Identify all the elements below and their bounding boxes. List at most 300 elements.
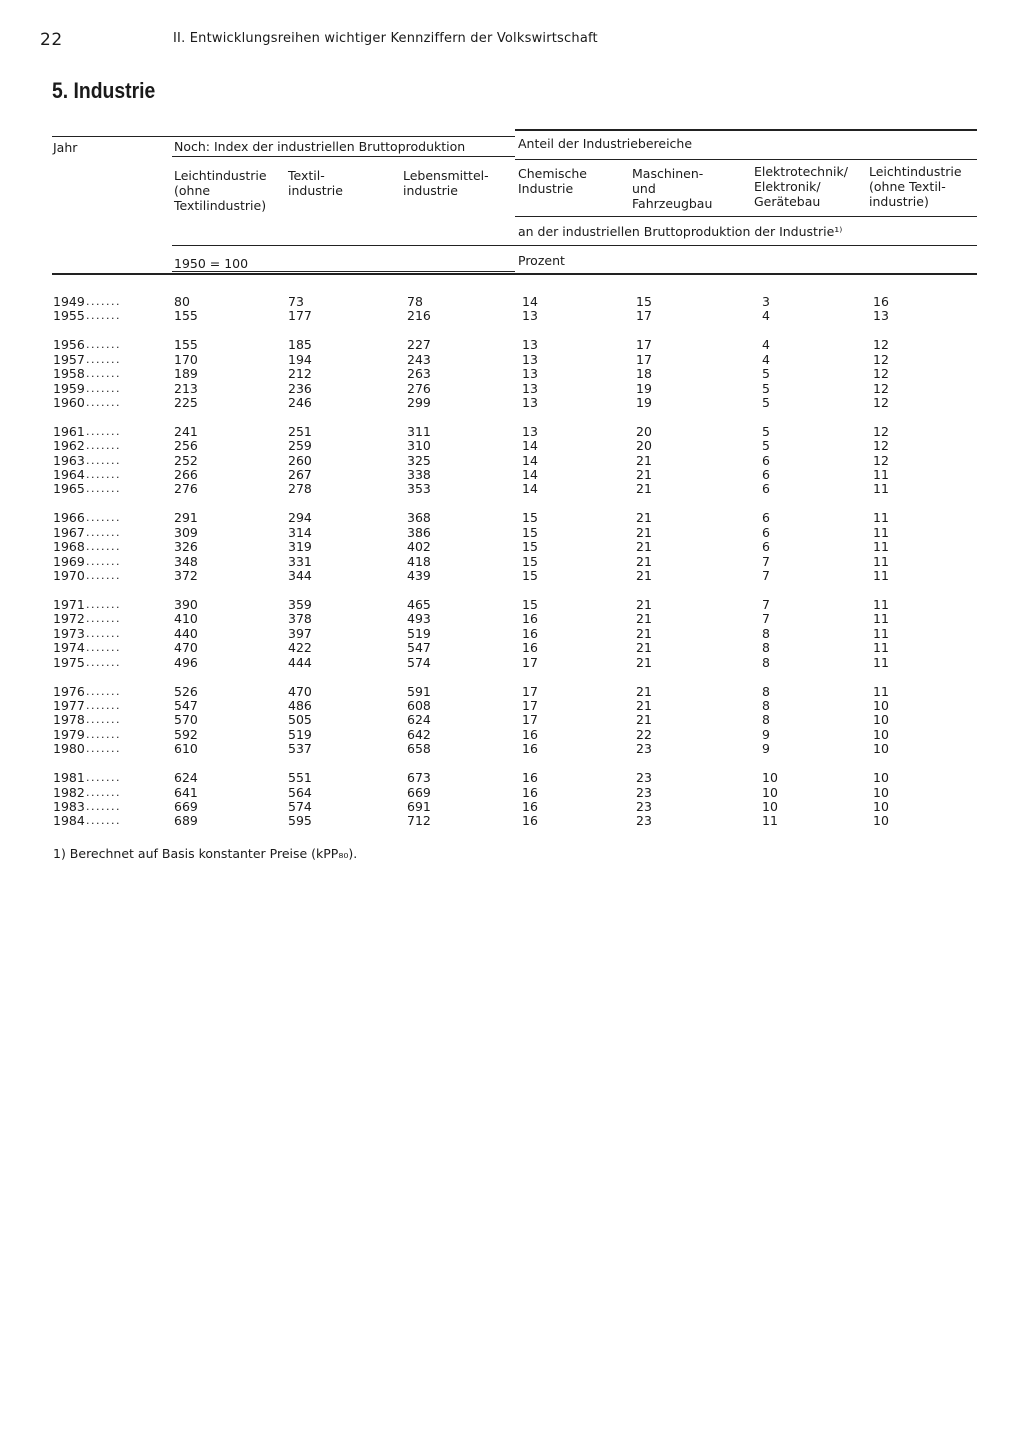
table-row: [0, 511, 1024, 525]
cell-leichtindustrie-index: 547: [174, 697, 198, 713]
cell-textilindustrie-index: 486: [288, 697, 312, 713]
rule-index-group: [172, 156, 515, 157]
cell-leichtindustrie-share: 10: [873, 741, 889, 757]
cell-textilindustrie-index: 470: [288, 683, 312, 699]
cell-chemische-industrie-share: 17: [522, 683, 538, 699]
cell-textilindustrie-index: 397: [288, 625, 312, 641]
table-row: [0, 396, 1024, 410]
rule-share-subtitle: [515, 216, 977, 217]
cell-leichtindustrie-share: 11: [873, 510, 889, 526]
cell-leichtindustrie-share: 10: [873, 798, 889, 814]
cell-chemische-industrie-share: 13: [522, 308, 538, 324]
cell-textilindustrie-index: 359: [288, 597, 312, 613]
cell-lebensmittelindustrie-index: 299: [407, 394, 431, 410]
cell-year: 1980: [53, 741, 85, 757]
cell-chemische-industrie-share: 16: [522, 813, 538, 829]
cell-year: 1949: [53, 294, 85, 309]
rule-header-bottom: [52, 273, 977, 275]
page-number: 22: [40, 30, 63, 50]
leader-dots: .......: [86, 352, 121, 366]
leader-dots: .......: [86, 424, 121, 438]
cell-leichtindustrie-index: 470: [174, 640, 198, 656]
cell-textilindustrie-index: 260: [288, 452, 312, 468]
cell-textilindustrie-index: 537: [288, 741, 312, 757]
cell-year: 1978: [53, 712, 85, 728]
leader-dots: .......: [86, 453, 121, 467]
leader-dots: .......: [86, 799, 121, 813]
table-row: [0, 309, 1024, 323]
cell-maschinenbau-share: 17: [636, 308, 652, 324]
cell-maschinenbau-share: 20: [636, 438, 652, 454]
leader-dots: .......: [86, 554, 121, 568]
cell-elektrotechnik-share: 9: [762, 741, 770, 757]
cell-year: 1960: [53, 394, 85, 410]
table-row: [0, 468, 1024, 482]
leader-dots: .......: [86, 598, 121, 612]
cell-chemische-industrie-share: 17: [522, 654, 538, 670]
cell-textilindustrie-index: 444: [288, 654, 312, 670]
cell-textilindustrie-index: 278: [288, 481, 312, 497]
cell-elektrotechnik-share: 4: [762, 351, 770, 367]
cell-chemische-industrie-share: 16: [522, 784, 538, 800]
table-row: [0, 598, 1024, 612]
cell-elektrotechnik-share: 4: [762, 337, 770, 353]
table-row: [0, 728, 1024, 742]
table-row: [0, 382, 1024, 396]
table-body: [0, 295, 1024, 843]
cell-leichtindustrie-share: 12: [873, 394, 889, 410]
table-row: [0, 425, 1024, 439]
cell-leichtindustrie-share: 12: [873, 366, 889, 382]
cell-elektrotechnik-share: 6: [762, 510, 770, 526]
cell-maschinenbau-share: 22: [636, 726, 652, 742]
cell-chemische-industrie-share: 16: [522, 726, 538, 742]
cell-leichtindustrie-share: 12: [873, 351, 889, 367]
cell-chemische-industrie-share: 16: [522, 640, 538, 656]
table-row: [0, 338, 1024, 352]
cell-chemische-industrie-share: 16: [522, 798, 538, 814]
leader-dots: .......: [86, 655, 121, 669]
cell-elektrotechnik-share: 7: [762, 568, 770, 584]
cell-lebensmittelindustrie-index: 465: [407, 597, 431, 613]
leader-dots: .......: [86, 525, 121, 539]
table-row: [0, 699, 1024, 713]
cell-textilindustrie-index: 422: [288, 640, 312, 656]
cell-chemische-industrie-share: 15: [522, 597, 538, 613]
cell-lebensmittelindustrie-index: 574: [407, 654, 431, 670]
cell-lebensmittelindustrie-index: 311: [407, 423, 431, 439]
cell-chemische-industrie-share: 15: [522, 510, 538, 526]
cell-lebensmittelindustrie-index: 263: [407, 366, 431, 382]
header-col-elektrotechnik: Elektrotechnik/ Elektronik/ Gerätebau: [754, 164, 848, 209]
cell-elektrotechnik-share: 7: [762, 597, 770, 613]
cell-maschinenbau-share: 21: [636, 568, 652, 584]
header-share-group: Anteil der Industriebereiche: [518, 136, 693, 151]
cell-maschinenbau-share: 17: [636, 337, 652, 353]
cell-textilindustrie-index: 236: [288, 380, 312, 396]
cell-textilindustrie-index: 519: [288, 726, 312, 742]
cell-chemische-industrie-share: 15: [522, 539, 538, 555]
cell-textilindustrie-index: 246: [288, 394, 312, 410]
cell-leichtindustrie-share: 10: [873, 770, 889, 786]
cell-textilindustrie-index: 595: [288, 813, 312, 829]
table-row: [0, 742, 1024, 756]
cell-maschinenbau-share: 21: [636, 697, 652, 713]
rule-top-left: [52, 136, 515, 137]
cell-chemische-industrie-share: 13: [522, 366, 538, 382]
cell-elektrotechnik-share: 11: [762, 813, 778, 829]
cell-leichtindustrie-index: 641: [174, 784, 198, 800]
cell-year: 1982: [53, 784, 85, 800]
row-group: [0, 598, 1024, 670]
cell-year: 1983: [53, 798, 85, 814]
rule-top: [515, 129, 977, 131]
cell-leichtindustrie-index: 291: [174, 510, 198, 526]
cell-leichtindustrie-share: 11: [873, 625, 889, 641]
leader-dots: .......: [86, 381, 121, 395]
cell-chemische-industrie-share: 15: [522, 524, 538, 540]
leader-dots: .......: [86, 626, 121, 640]
cell-leichtindustrie-index: 610: [174, 741, 198, 757]
header-unit-share: Prozent: [518, 253, 565, 268]
cell-elektrotechnik-share: 9: [762, 726, 770, 742]
rule-index-unit: [172, 271, 515, 272]
cell-lebensmittelindustrie-index: 493: [407, 611, 431, 627]
cell-year: 1961: [53, 423, 85, 439]
cell-elektrotechnik-share: 10: [762, 770, 778, 786]
cell-elektrotechnik-share: 6: [762, 481, 770, 497]
cell-textilindustrie-index: 194: [288, 351, 312, 367]
cell-leichtindustrie-share: 12: [873, 438, 889, 454]
cell-lebensmittelindustrie-index: 439: [407, 568, 431, 584]
cell-leichtindustrie-index: 592: [174, 726, 198, 742]
cell-textilindustrie-index: 505: [288, 712, 312, 728]
cell-lebensmittelindustrie-index: 547: [407, 640, 431, 656]
cell-textilindustrie-index: 267: [288, 467, 312, 483]
cell-chemische-industrie-share: 17: [522, 697, 538, 713]
cell-year: 1973: [53, 625, 85, 641]
cell-chemische-industrie-share: 14: [522, 481, 538, 497]
cell-elektrotechnik-share: 6: [762, 467, 770, 483]
cell-elektrotechnik-share: 3: [762, 294, 770, 309]
cell-year: 1977: [53, 697, 85, 713]
cell-year: 1958: [53, 366, 85, 382]
cell-maschinenbau-share: 18: [636, 366, 652, 382]
header-col-lebensmittelindustrie: Lebensmittel- industrie: [403, 168, 489, 198]
cell-leichtindustrie-index: 225: [174, 394, 198, 410]
cell-leichtindustrie-index: 689: [174, 813, 198, 829]
cell-textilindustrie-index: 344: [288, 568, 312, 584]
leader-dots: .......: [86, 612, 121, 626]
cell-chemische-industrie-share: 13: [522, 423, 538, 439]
table-row: [0, 786, 1024, 800]
cell-leichtindustrie-index: 496: [174, 654, 198, 670]
table-row: [0, 526, 1024, 540]
cell-leichtindustrie-index: 624: [174, 770, 198, 786]
cell-maschinenbau-share: 21: [636, 597, 652, 613]
cell-maschinenbau-share: 17: [636, 351, 652, 367]
cell-leichtindustrie-share: 12: [873, 452, 889, 468]
cell-maschinenbau-share: 19: [636, 394, 652, 410]
table-row: [0, 612, 1024, 626]
cell-leichtindustrie-share: 11: [873, 539, 889, 555]
cell-leichtindustrie-index: 256: [174, 438, 198, 454]
cell-year: 1966: [53, 510, 85, 526]
running-head: II. Entwicklungsreihen wichtiger Kennziffern der Volkswirtschaft: [173, 31, 598, 46]
cell-leichtindustrie-index: 410: [174, 611, 198, 627]
cell-year: 1959: [53, 380, 85, 396]
cell-year: 1971: [53, 597, 85, 613]
cell-maschinenbau-share: 21: [636, 452, 652, 468]
cell-year: 1956: [53, 337, 85, 353]
cell-lebensmittelindustrie-index: 353: [407, 481, 431, 497]
table-row: [0, 540, 1024, 554]
table-row: [0, 641, 1024, 655]
cell-elektrotechnik-share: 10: [762, 784, 778, 800]
cell-lebensmittelindustrie-index: 338: [407, 467, 431, 483]
cell-lebensmittelindustrie-index: 658: [407, 741, 431, 757]
leader-dots: .......: [86, 338, 121, 352]
cell-year: 1963: [53, 452, 85, 468]
cell-leichtindustrie-share: 11: [873, 597, 889, 613]
cell-maschinenbau-share: 19: [636, 380, 652, 396]
cell-leichtindustrie-index: 213: [174, 380, 198, 396]
cell-elektrotechnik-share: 10: [762, 798, 778, 814]
cell-elektrotechnik-share: 5: [762, 423, 770, 439]
row-group: [0, 295, 1024, 324]
leader-dots: .......: [86, 727, 121, 741]
cell-leichtindustrie-share: 11: [873, 640, 889, 656]
cell-elektrotechnik-share: 5: [762, 438, 770, 454]
table-row: [0, 685, 1024, 699]
table-row: [0, 454, 1024, 468]
cell-textilindustrie-index: 319: [288, 539, 312, 555]
cell-textilindustrie-index: 551: [288, 770, 312, 786]
cell-elektrotechnik-share: 6: [762, 452, 770, 468]
cell-elektrotechnik-share: 6: [762, 539, 770, 555]
cell-year: 1964: [53, 467, 85, 483]
cell-leichtindustrie-share: 11: [873, 481, 889, 497]
cell-year: 1955: [53, 308, 85, 324]
cell-lebensmittelindustrie-index: 519: [407, 625, 431, 641]
cell-year: 1967: [53, 524, 85, 540]
rule-share-group: [515, 159, 977, 160]
cell-leichtindustrie-index: 80: [174, 294, 190, 309]
cell-maschinenbau-share: 21: [636, 510, 652, 526]
cell-year: 1970: [53, 568, 85, 584]
cell-chemische-industrie-share: 16: [522, 625, 538, 641]
cell-maschinenbau-share: 23: [636, 770, 652, 786]
leader-dots: .......: [86, 569, 121, 583]
leader-dots: .......: [86, 771, 121, 785]
rule-units: [172, 245, 977, 246]
cell-leichtindustrie-index: 372: [174, 568, 198, 584]
cell-textilindustrie-index: 564: [288, 784, 312, 800]
table-row: [0, 627, 1024, 641]
cell-lebensmittelindustrie-index: 243: [407, 351, 431, 367]
cell-year: 1975: [53, 654, 85, 670]
cell-elektrotechnik-share: 7: [762, 553, 770, 569]
cell-maschinenbau-share: 21: [636, 539, 652, 555]
cell-maschinenbau-share: 21: [636, 553, 652, 569]
leader-dots: .......: [86, 742, 121, 756]
header-col-textilindustrie: Textil- industrie: [288, 168, 343, 198]
cell-year: 1984: [53, 813, 85, 829]
cell-elektrotechnik-share: 6: [762, 524, 770, 540]
cell-textilindustrie-index: 259: [288, 438, 312, 454]
cell-lebensmittelindustrie-index: 386: [407, 524, 431, 540]
leader-dots: .......: [86, 641, 121, 655]
cell-leichtindustrie-share: 12: [873, 423, 889, 439]
cell-textilindustrie-index: 185: [288, 337, 312, 353]
cell-chemische-industrie-share: 15: [522, 553, 538, 569]
cell-elektrotechnik-share: 8: [762, 697, 770, 713]
cell-leichtindustrie-index: 252: [174, 452, 198, 468]
cell-year: 1962: [53, 438, 85, 454]
cell-lebensmittelindustrie-index: 402: [407, 539, 431, 555]
cell-leichtindustrie-share: 11: [873, 654, 889, 670]
cell-maschinenbau-share: 23: [636, 784, 652, 800]
cell-leichtindustrie-share: 11: [873, 568, 889, 584]
cell-year: 1965: [53, 481, 85, 497]
cell-lebensmittelindustrie-index: 216: [407, 308, 431, 324]
cell-elektrotechnik-share: 4: [762, 308, 770, 324]
cell-leichtindustrie-share: 12: [873, 337, 889, 353]
header-index-group: Noch: Index der industriellen Bruttoproduktion: [174, 139, 466, 154]
cell-textilindustrie-index: 212: [288, 366, 312, 382]
leader-dots: .......: [86, 814, 121, 828]
header-unit-index: 1950 = 100: [174, 256, 249, 271]
table-row: [0, 555, 1024, 569]
table-row: [0, 439, 1024, 453]
cell-leichtindustrie-index: 155: [174, 337, 198, 353]
cell-chemische-industrie-share: 14: [522, 438, 538, 454]
cell-lebensmittelindustrie-index: 642: [407, 726, 431, 742]
cell-year: 1969: [53, 553, 85, 569]
cell-leichtindustrie-share: 10: [873, 813, 889, 829]
cell-textilindustrie-index: 177: [288, 308, 312, 324]
cell-leichtindustrie-index: 276: [174, 481, 198, 497]
cell-year: 1976: [53, 683, 85, 699]
cell-lebensmittelindustrie-index: 78: [407, 294, 423, 309]
cell-leichtindustrie-index: 326: [174, 539, 198, 555]
leader-dots: .......: [86, 367, 121, 381]
cell-lebensmittelindustrie-index: 712: [407, 813, 431, 829]
header-col-chemische-industrie: Chemische Industrie: [518, 166, 587, 196]
table-row: [0, 771, 1024, 785]
cell-leichtindustrie-index: 189: [174, 366, 198, 382]
section-title: 5. Industrie: [52, 78, 156, 103]
row-group: [0, 511, 1024, 583]
leader-dots: .......: [86, 684, 121, 698]
table-row: [0, 800, 1024, 814]
cell-elektrotechnik-share: 8: [762, 683, 770, 699]
cell-leichtindustrie-index: 348: [174, 553, 198, 569]
cell-maschinenbau-share: 21: [636, 524, 652, 540]
cell-leichtindustrie-index: 309: [174, 524, 198, 540]
cell-year: 1972: [53, 611, 85, 627]
cell-leichtindustrie-share: 11: [873, 553, 889, 569]
cell-maschinenbau-share: 21: [636, 467, 652, 483]
cell-leichtindustrie-index: 526: [174, 683, 198, 699]
cell-leichtindustrie-share: 10: [873, 784, 889, 800]
cell-lebensmittelindustrie-index: 608: [407, 697, 431, 713]
row-group: [0, 425, 1024, 497]
cell-lebensmittelindustrie-index: 325: [407, 452, 431, 468]
cell-leichtindustrie-index: 170: [174, 351, 198, 367]
cell-maschinenbau-share: 15: [636, 294, 652, 309]
cell-lebensmittelindustrie-index: 624: [407, 712, 431, 728]
cell-elektrotechnik-share: 7: [762, 611, 770, 627]
leader-dots: .......: [86, 511, 121, 525]
cell-leichtindustrie-index: 390: [174, 597, 198, 613]
cell-leichtindustrie-share: 11: [873, 467, 889, 483]
cell-maschinenbau-share: 21: [636, 611, 652, 627]
leader-dots: .......: [86, 785, 121, 799]
cell-maschinenbau-share: 21: [636, 683, 652, 699]
cell-maschinenbau-share: 21: [636, 625, 652, 641]
leader-dots: .......: [86, 395, 121, 409]
leader-dots: .......: [86, 713, 121, 727]
cell-leichtindustrie-share: 16: [873, 294, 889, 309]
cell-chemische-industrie-share: 13: [522, 337, 538, 353]
cell-maschinenbau-share: 21: [636, 481, 652, 497]
cell-maschinenbau-share: 20: [636, 423, 652, 439]
cell-elektrotechnik-share: 5: [762, 380, 770, 396]
cell-textilindustrie-index: 378: [288, 611, 312, 627]
cell-chemische-industrie-share: 14: [522, 294, 538, 309]
cell-leichtindustrie-index: 266: [174, 467, 198, 483]
table-row: [0, 482, 1024, 496]
row-group: [0, 685, 1024, 757]
table-row: [0, 656, 1024, 670]
cell-year: 1979: [53, 726, 85, 742]
cell-year: 1974: [53, 640, 85, 656]
cell-year: 1957: [53, 351, 85, 367]
cell-leichtindustrie-index: 570: [174, 712, 198, 728]
row-group: [0, 771, 1024, 829]
cell-leichtindustrie-share: 10: [873, 726, 889, 742]
leader-dots: .......: [86, 295, 121, 308]
cell-textilindustrie-index: 73: [288, 294, 304, 309]
table-row: [0, 295, 1024, 309]
cell-maschinenbau-share: 23: [636, 798, 652, 814]
cell-elektrotechnik-share: 8: [762, 640, 770, 656]
cell-maschinenbau-share: 21: [636, 640, 652, 656]
cell-lebensmittelindustrie-index: 276: [407, 380, 431, 396]
table-row: [0, 569, 1024, 583]
cell-lebensmittelindustrie-index: 669: [407, 784, 431, 800]
cell-leichtindustrie-share: 12: [873, 380, 889, 396]
cell-leichtindustrie-index: 669: [174, 798, 198, 814]
cell-year: 1981: [53, 770, 85, 786]
cell-leichtindustrie-index: 155: [174, 308, 198, 324]
cell-lebensmittelindustrie-index: 368: [407, 510, 431, 526]
cell-leichtindustrie-share: 13: [873, 308, 889, 324]
cell-chemische-industrie-share: 15: [522, 568, 538, 584]
cell-chemische-industrie-share: 16: [522, 611, 538, 627]
leader-dots: .......: [86, 309, 121, 323]
cell-maschinenbau-share: 23: [636, 813, 652, 829]
cell-maschinenbau-share: 23: [636, 741, 652, 757]
cell-chemische-industrie-share: 13: [522, 380, 538, 396]
header-col-leichtindustrie-share: Leichtindustrie (ohne Textil- industrie): [869, 164, 962, 209]
cell-lebensmittelindustrie-index: 673: [407, 770, 431, 786]
leader-dots: .......: [86, 468, 121, 482]
table-row: [0, 814, 1024, 828]
row-group: [0, 338, 1024, 410]
leader-dots: .......: [86, 439, 121, 453]
